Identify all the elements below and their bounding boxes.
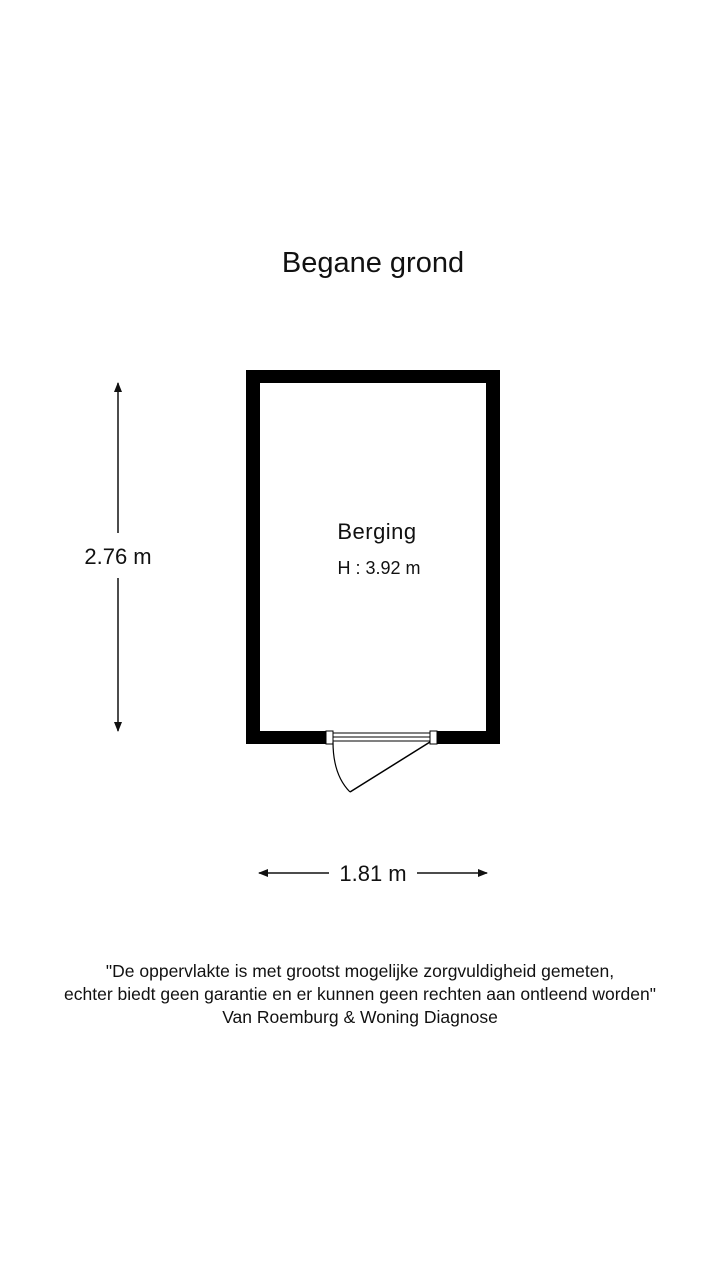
wall-right bbox=[486, 370, 500, 744]
door bbox=[326, 731, 437, 792]
depth-dimension bbox=[84, 383, 151, 731]
width-dimension-label: 1.81 m bbox=[339, 861, 407, 886]
room-height: H : 3.92 m bbox=[337, 558, 421, 578]
wall-bottom-left bbox=[246, 731, 326, 744]
wall-bottom-right bbox=[437, 731, 500, 744]
door-leaf bbox=[350, 742, 430, 792]
disclaimer-company: Van Roemburg & Woning Diagnose bbox=[222, 1007, 498, 1027]
disclaimer bbox=[0, 960, 720, 1029]
wall-top bbox=[246, 370, 500, 383]
disclaimer-line-1: "De oppervlakte is met grootst mogelijke zorgvuldigheid gemeten, bbox=[105, 961, 615, 981]
depth-dimension-label: 2.76 m bbox=[84, 544, 152, 569]
door-jamb-left bbox=[326, 731, 333, 744]
door-swing-arc bbox=[333, 742, 350, 792]
disclaimer-line-2: echter biedt geen garantie en er kunnen geen rechten aan ontleend worden" bbox=[64, 984, 656, 1004]
wall-left bbox=[246, 370, 260, 744]
room-walls bbox=[246, 370, 500, 744]
floor-title: Begane grond bbox=[281, 247, 465, 279]
door-jamb-right bbox=[430, 731, 437, 744]
room-name: Berging bbox=[337, 519, 417, 544]
width-dimension bbox=[259, 861, 487, 886]
